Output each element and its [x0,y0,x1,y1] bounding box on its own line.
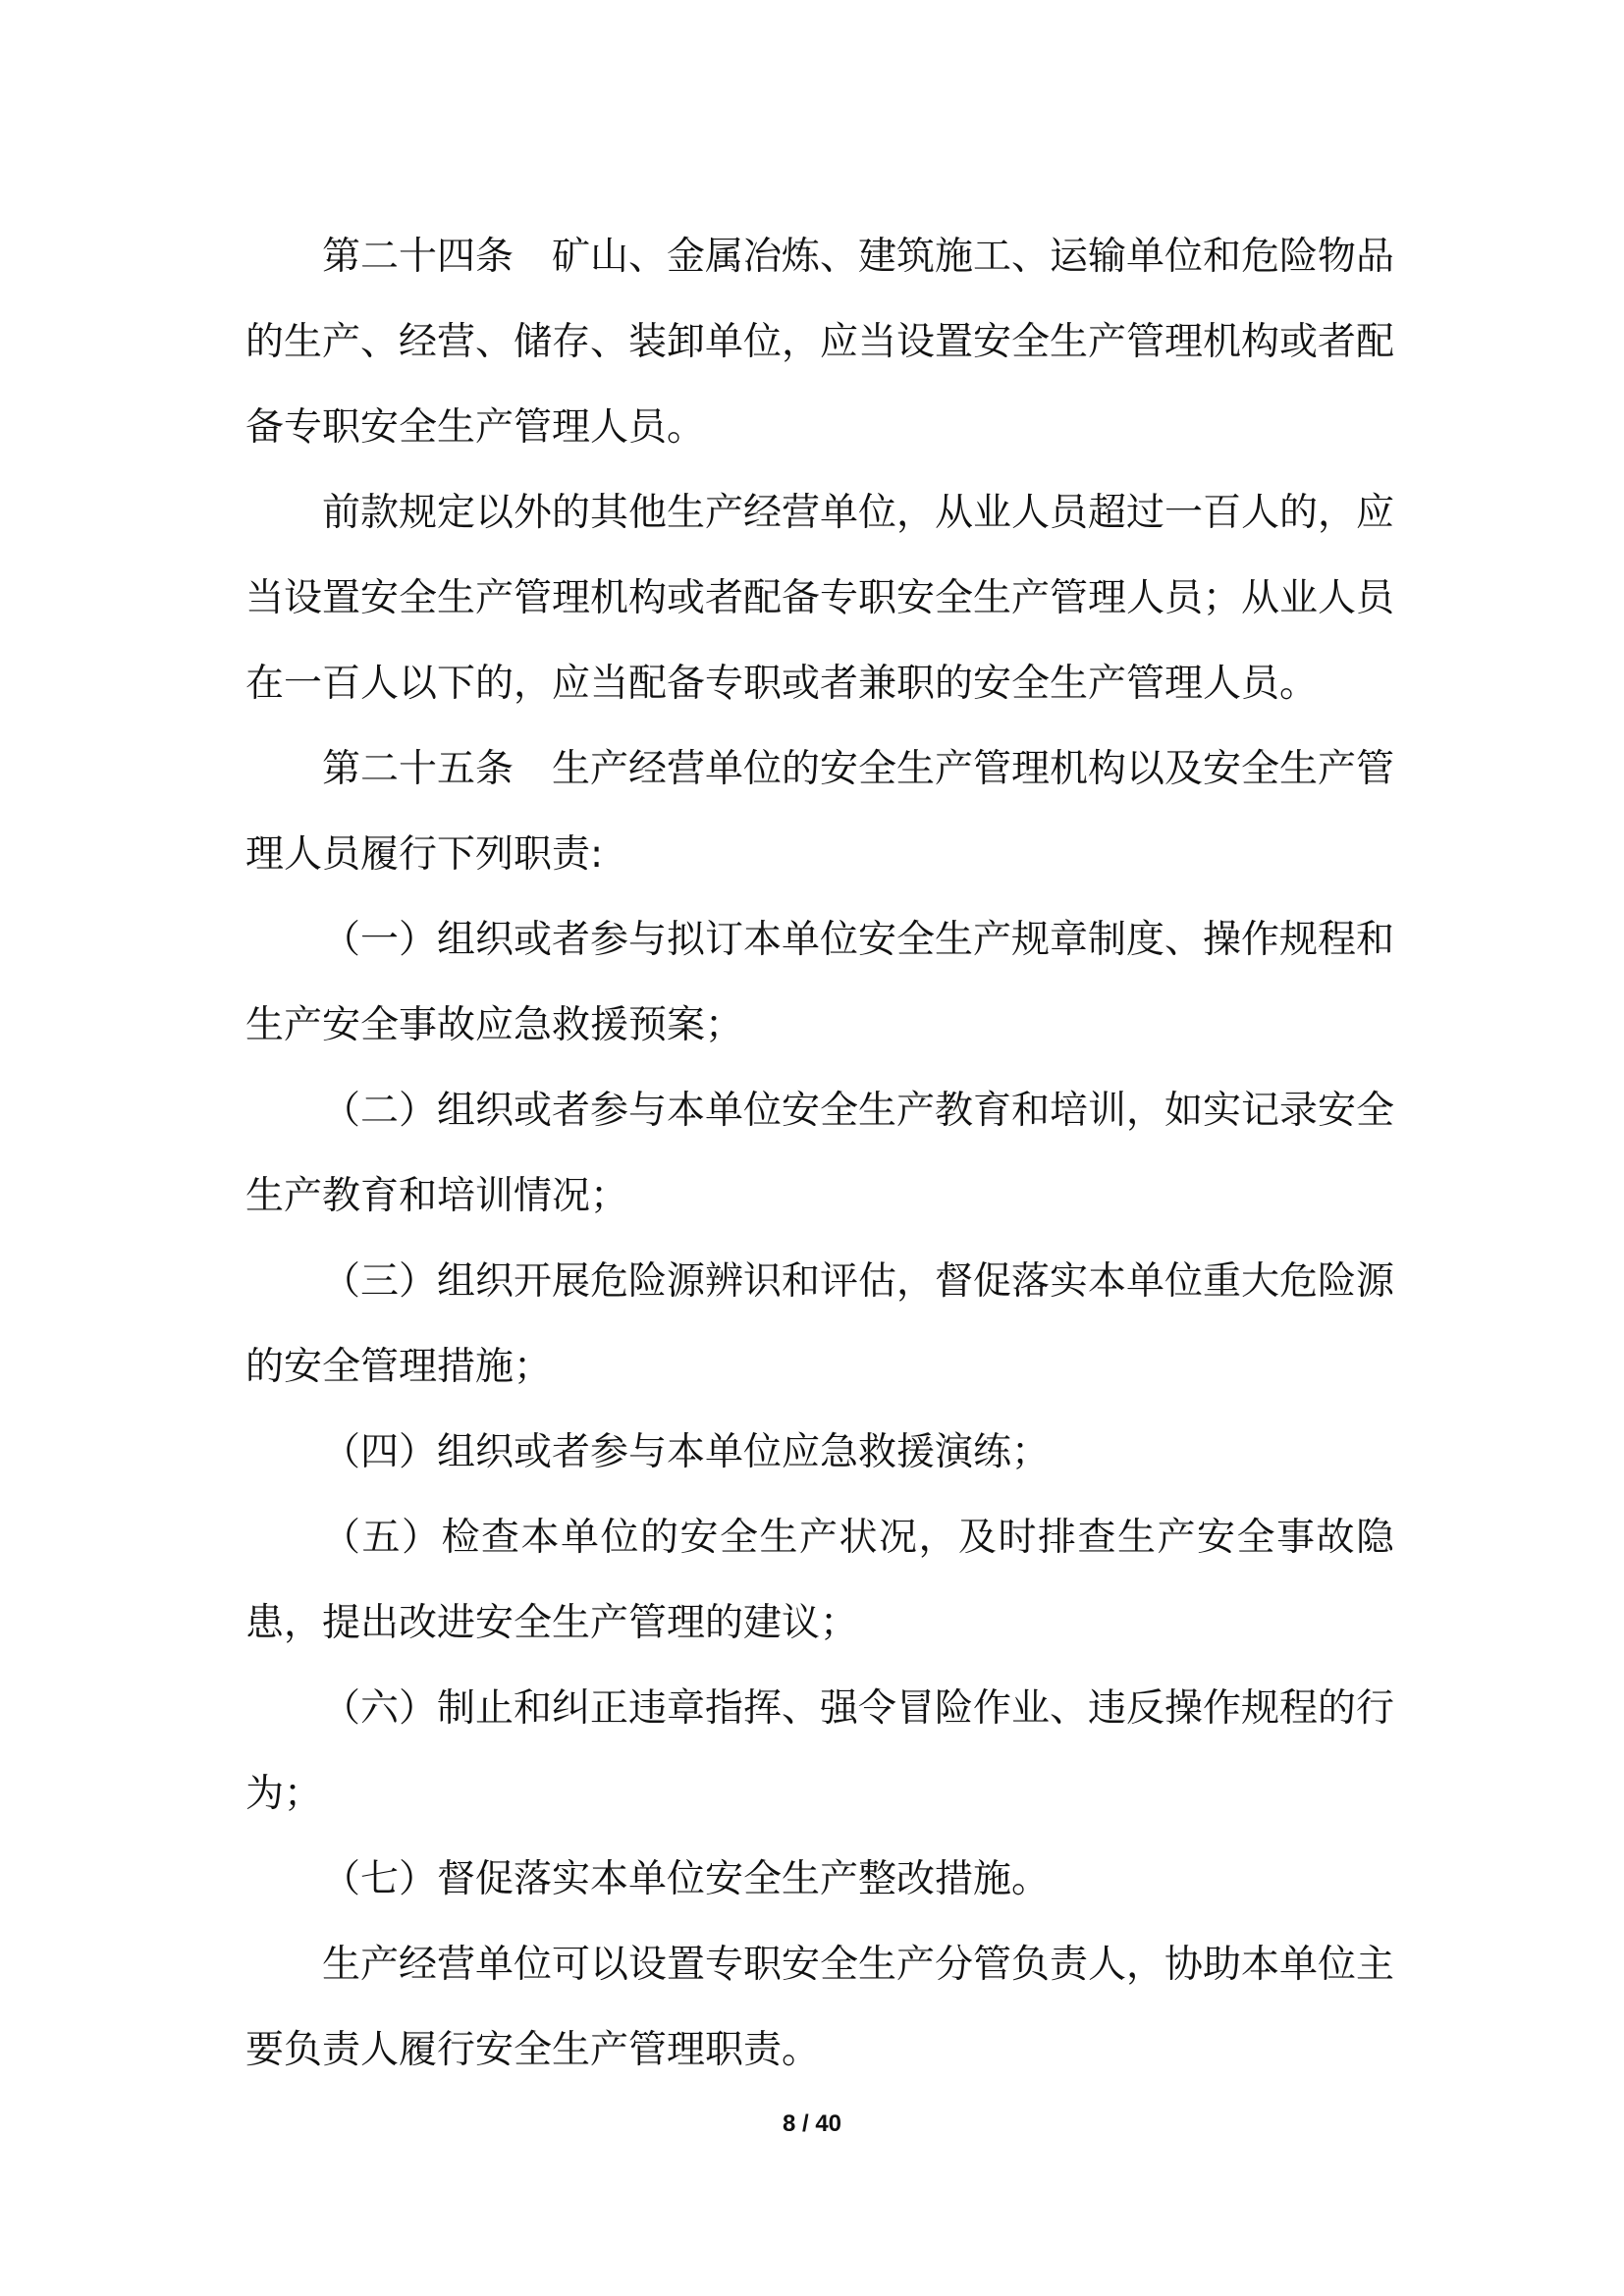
paragraph-article-24-clause-2: 前款规定以外的其他生产经营单位，从业人员超过一百人的，应当设置安全生产管理机构或者配备专职安全生产管理人员；从业人员在一百人以下的，应当配备专职或者兼职的安全生产管理人员。 [245,491,1395,706]
list-item-2: （二）组织或者参与本单位安全生产教育和培训，如实记录安全生产教育和培训情况； [245,1089,1395,1218]
list-item-6: （六）制止和纠正违章指挥、强令冒险作业、违反操作规程的行为； [245,1686,1395,1816]
list-item-1: （一）组织或者参与拟订本单位安全生产规章制度、操作规程和生产安全事故应急救援预案； [245,918,1395,1047]
page-number: 8 / 40 [782,2110,842,2137]
list-item-3: （三）组织开展危险源辨识和评估，督促落实本单位重大危险源的安全管理措施； [245,1259,1395,1389]
body-text [245,214,1394,2093]
list-item-4: （四）组织或者参与本单位应急救援演练； [322,1430,1051,1474]
list-item-5: （五）检查本单位的安全生产状况，及时排查生产安全事故隐患，提出改进安全生产管理的建议； [245,1516,1394,1645]
paragraph-article-25-clause-2: 生产经营单位可以设置专职安全生产分管负责人，协助本单位主要负责人履行安全生产管理职责。 [245,1943,1395,2072]
paragraph-article-24: 第二十四条 矿山、金属冶炼、建筑施工、运输单位和危险物品的生产、经营、储存、装卸单位，应当设置安全生产管理机构或者配备专职安全生产管理人员。 [245,235,1395,450]
paragraph-article-25: 第二十五条 生产经营单位的安全生产管理机构以及安全生产管理人员履行下列职责: [245,747,1395,877]
list-item-7: （七）督促落实本单位安全生产整改措施。 [322,1857,1051,1901]
